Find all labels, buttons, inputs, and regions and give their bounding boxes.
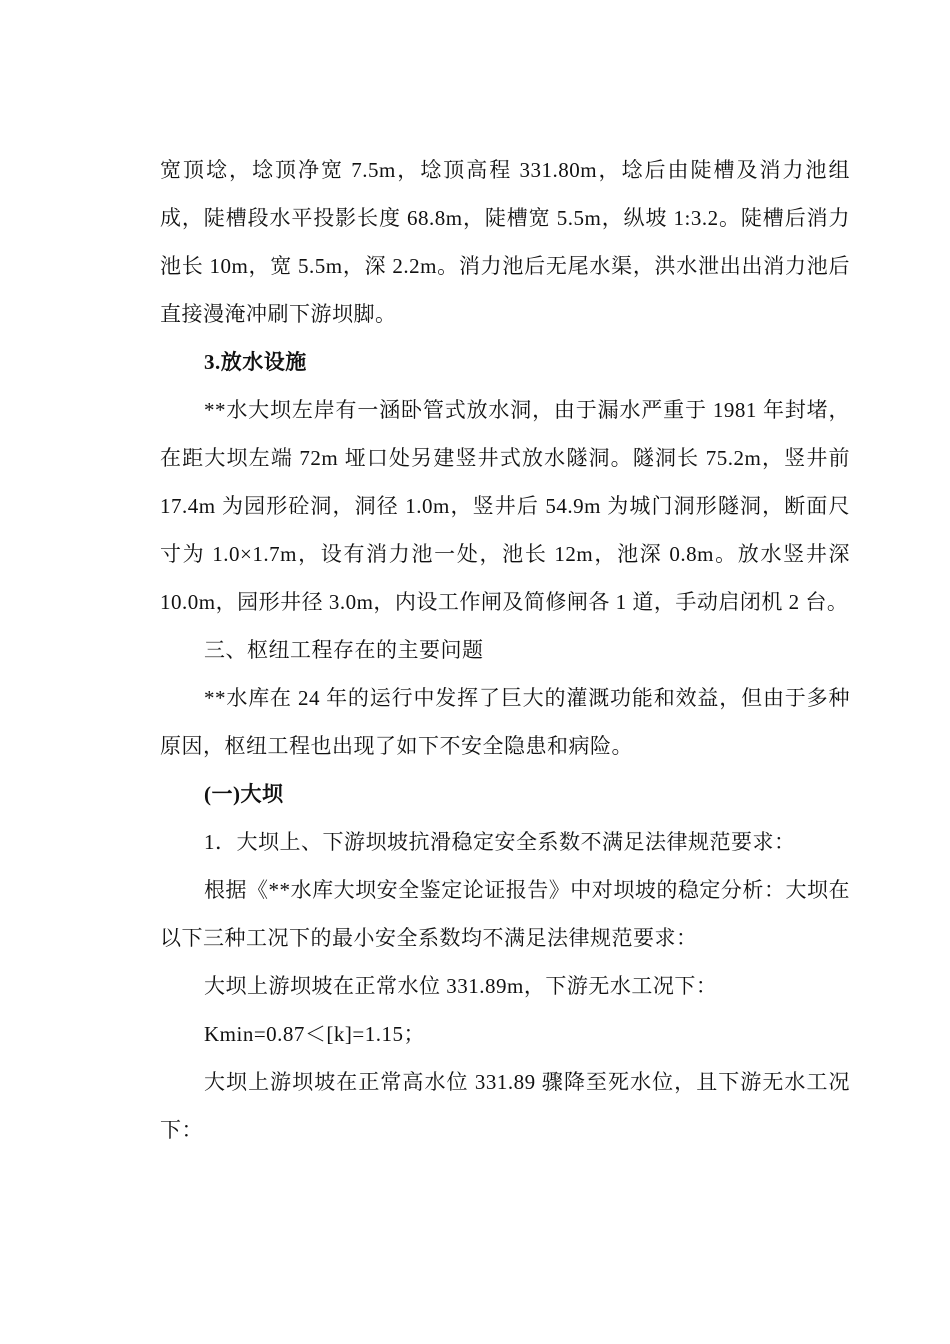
paragraph-outlet-tunnel: **水大坝左岸有一涵卧管式放水洞，由于漏水严重于 1981 年封堵，在距大坝左端 72m 垭口处另建竖井式放水隧洞。隧洞长 75.2m，竖井前 17.4m 为园形砼洞，洞径 1.0m，竖井后 54.9m 为城门洞形隧洞，断面尺寸为 1.0×1.7m，设有消力池一处，池长 12m，池深 0.8m。放水竖井深 10.0m，园形井径 3.0m，内设工作闸及简修闸各 1 道，手动启闭机 2 台。	[160, 398, 850, 614]
paragraph-spillway-description: 宽顶埝，埝顶净宽 7.5m，埝顶高程 331.80m，埝后由陡槽及消力池组成，陡槽段水平投影长度 68.8m，陡槽宽 5.5m，纵坡 1:3.2。陡槽后消力池长 10m，宽 5.5m，深 2.2m。消力池后无尾水渠，洪水泄出出消力池后直接漫淹冲刷下游坝脚。	[160, 158, 850, 326]
paragraph-case-normal-level: 大坝上游坝坡在正常水位 331.89m，下游无水工况下：	[204, 974, 718, 998]
paragraph-case-rapid-drawdown: 大坝上游坝坡在正常高水位 331.89 骤降至死水位，且下游无水工况下：	[160, 1070, 850, 1142]
paragraph-stability-analysis: 根据《**水库大坝安全鉴定论证报告》中对坝坡的稳定分析：大坝在以下三种工况下的最小安全系数均不满足法律规范要求：	[160, 878, 850, 950]
paragraph-kmin-value: Kmin=0.87＜[k]=1.15；	[204, 1022, 426, 1046]
heading-main-problems: 三、枢纽工程存在的主要问题	[204, 638, 484, 662]
paragraph-slope-stability-item: 1．大坝上、下游坝坡抗滑稳定安全系数不满足法律规范要求：	[204, 830, 796, 854]
heading-outlet-facilities: 3.放水设施	[204, 350, 307, 374]
document-body	[160, 146, 850, 1154]
paragraph-reservoir-operation: **水库在 24 年的运行中发挥了巨大的灌溉功能和效益，但由于多种原因，枢纽工程也出现了如下不安全隐患和病险。	[160, 686, 850, 758]
heading-dam: (一)大坝	[204, 782, 284, 806]
